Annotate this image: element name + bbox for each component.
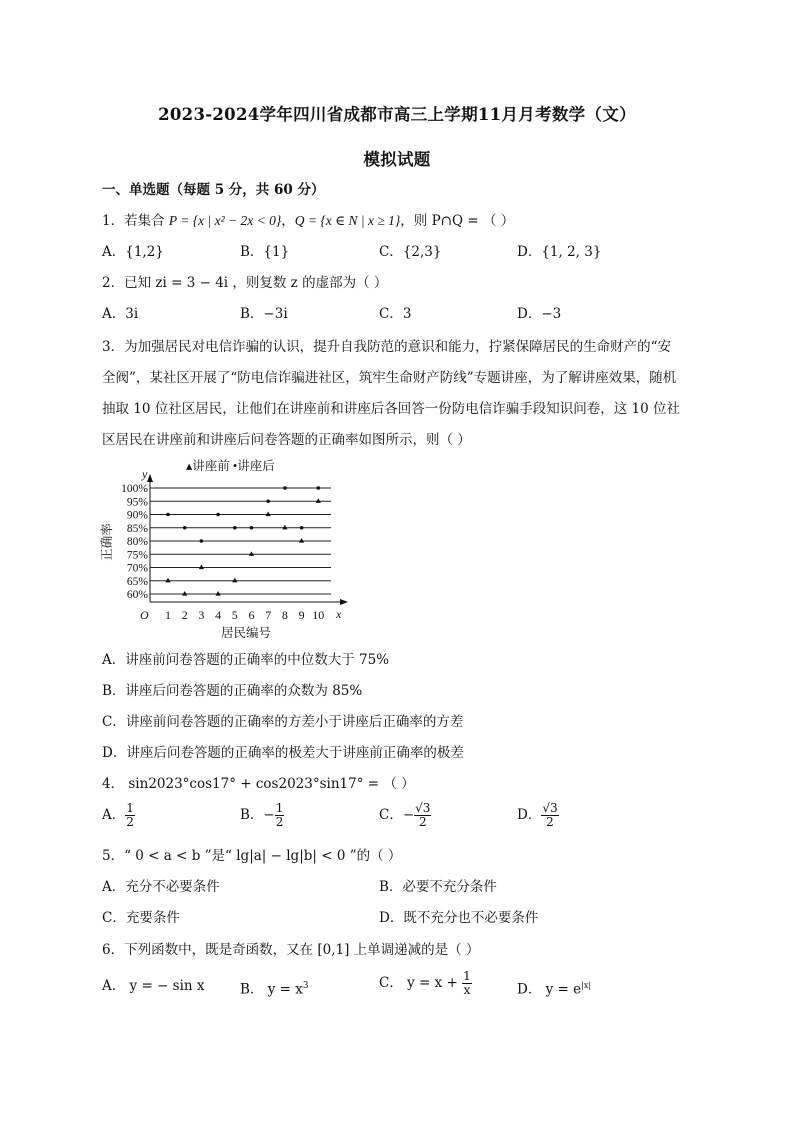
y-tick-label: 90% [126, 509, 148, 522]
q3-option-d[interactable]: D．讲座后问卷答题的正确率的极差大于讲座前正确率的极差 [102, 745, 464, 761]
question-6-stem: 6．下列函数中，既是奇函数，又在 [0,1] 上单调递减的是（ ） [102, 942, 480, 958]
question-4-stem: 4． sin2023°cos17° + cos2023°sin17° = （ ） [102, 776, 415, 792]
y-axis-label: 正确率 [100, 523, 114, 561]
q6-option-c[interactable]: C． y = x + $\frac{1}{x}$ [379, 969, 471, 997]
before-lecture-point [165, 578, 170, 583]
q3-option-a[interactable]: A．讲座前问卷答题的正确率的中位数大于 75% [102, 652, 390, 668]
accuracy-scatter-chart [98, 452, 358, 644]
q3-option-b[interactable]: B．讲座后问卷答题的正确率的众数为 85% [102, 683, 363, 699]
q5-option-b[interactable]: B．必要不充分条件 [379, 879, 497, 895]
question-5-stem: 5．“ 0 < a < b ”是“ lg|a| − lg|b| < 0 ”的（ ） [102, 848, 402, 864]
before-lecture-point [316, 498, 321, 503]
after-lecture-point [216, 513, 220, 517]
after-lecture-point [233, 526, 237, 530]
after-lecture-point [266, 499, 270, 503]
q6-option-a[interactable]: A． y = − sin x [102, 978, 205, 994]
y-tick-label: 70% [126, 562, 148, 575]
x-axis-arrow [340, 599, 348, 605]
q1-option-c[interactable]: C．{2,3} [379, 244, 442, 260]
q4-option-c[interactable]: C．− $\frac{√3}{2}$ [379, 801, 431, 829]
q6-option-d[interactable]: D． $y = e^{|x|}$ [517, 981, 592, 998]
before-lecture-point [182, 591, 187, 596]
fraction: $\frac{√3}{2}$ [542, 801, 558, 829]
q5-option-d[interactable]: D．既不充分也不必要条件 [379, 910, 539, 926]
q4-option-a[interactable]: A． $\frac{1}{2}$ [102, 801, 134, 829]
x-axis-name: x [336, 607, 342, 621]
question-3-line-4: 区居民在讲座前和讲座后问卷答题的正确率如图所示，则（ ） [102, 432, 471, 448]
exam-subtitle: 模拟试题 [363, 150, 431, 169]
x-tick-label: 10 [312, 608, 325, 622]
y-tick-label: 80% [126, 536, 148, 548]
q5-option-c[interactable]: C．充要条件 [102, 910, 180, 926]
set-p: P = {x | x² − 2x < 0} [168, 213, 282, 228]
q3-option-c[interactable]: C．讲座前问卷答题的正确率的方差小于讲座后正确率的方差 [102, 714, 464, 730]
exam-title: 2023-2024学年四川省成都市高三上学期11月月考数学（文） [158, 105, 636, 124]
y-tick-label: 65% [126, 575, 148, 588]
after-lecture-point [283, 486, 287, 490]
x-tick-label: 6 [248, 608, 255, 622]
y-axis-arrow [147, 474, 153, 482]
x-axis-label: 居民编号 [220, 626, 272, 640]
fraction: $\frac{√3}{2}$ [415, 801, 431, 829]
x-tick-label: 5 [231, 608, 238, 622]
q2-option-c[interactable]: C．3 [379, 306, 412, 322]
q2-option-a[interactable]: A．3i [102, 306, 139, 322]
y-tick-label: 85% [126, 522, 148, 535]
after-lecture-point [200, 539, 204, 543]
q4-option-b[interactable]: B．− $\frac{1}{2}$ [240, 801, 284, 829]
q2-option-d[interactable]: D．−3 [517, 306, 562, 322]
x-tick-label: 3 [198, 608, 205, 622]
before-lecture-point [216, 591, 221, 596]
before-lecture-point [249, 551, 254, 556]
x-tick-label: 8 [281, 608, 288, 622]
before-lecture-point [199, 565, 204, 570]
fraction: $\frac{1}{x}$ [463, 969, 471, 997]
y-tick-label: 60% [126, 589, 148, 601]
q1-option-a[interactable]: A．{1,2} [102, 244, 164, 260]
q4-option-d[interactable]: D． $\frac{√3}{2}$ [517, 801, 558, 829]
set-q: Q = {x ∈ N | x ≥ 1} [294, 213, 401, 228]
y-tick-label: 95% [126, 496, 148, 509]
after-lecture-point [183, 526, 187, 530]
x-tick-label: 7 [265, 608, 272, 622]
x-tick-label: 1 [165, 608, 171, 622]
y-tick-label: 75% [126, 549, 148, 562]
q2-option-b[interactable]: B．−3i [240, 306, 288, 322]
fraction: $\frac{1}{2}$ [126, 801, 134, 829]
before-lecture-point [282, 525, 287, 530]
q6-option-b[interactable]: B． $y = x^3$ [240, 981, 309, 998]
before-lecture-point [299, 538, 304, 543]
section-heading: 一、单选题（每题 5 分，共 60 分） [102, 182, 325, 198]
q1-option-d[interactable]: D．{1, 2, 3} [517, 244, 602, 260]
y-tick-label: 100% [121, 483, 148, 495]
before-lecture-point [266, 512, 271, 517]
origin-label: O [140, 608, 149, 622]
legend: ▴讲座前 •讲座后 [186, 459, 275, 473]
question-2-stem: 2．已知 zi = 3 − 4i ，则复数 z 的虚部为（ ） [102, 275, 388, 291]
after-lecture-point [300, 526, 304, 530]
y-axis-name: y [142, 467, 148, 481]
after-lecture-point [317, 486, 321, 490]
q5-option-a[interactable]: A．充分不必要条件 [102, 879, 220, 895]
question-3-line-3: 抽取 10 位社区居民，让他们在讲座前和讲座后各回答一份防电信诈骗手段知识问卷，这 10 位社 [102, 401, 681, 417]
after-lecture-point [166, 513, 170, 517]
question-3-line-2: 全阀”，某社区开展了“防电信诈骗进社区，筑牢生命财产防线”专题讲座，为了解讲座效果，随机 [102, 370, 677, 386]
question-1-stem: 1．若集合 P = {x | x² − 2x < 0}，Q = {x ∈ N | x ≥ 1}，则 P∩Q = （ ） [102, 213, 515, 229]
x-tick-label: 4 [215, 608, 222, 622]
after-lecture-point [250, 526, 254, 530]
x-tick-label: 2 [181, 608, 188, 622]
question-3-line-1: 3．为加强居民对电信诈骗的认识，提升自我防范的意识和能力，拧紧保障居民的生命财产的“安 [102, 339, 671, 355]
before-lecture-point [232, 578, 237, 583]
q1-option-b[interactable]: B．{1} [240, 244, 290, 260]
x-tick-label: 9 [298, 608, 305, 622]
fraction: $\frac{1}{2}$ [275, 801, 284, 829]
